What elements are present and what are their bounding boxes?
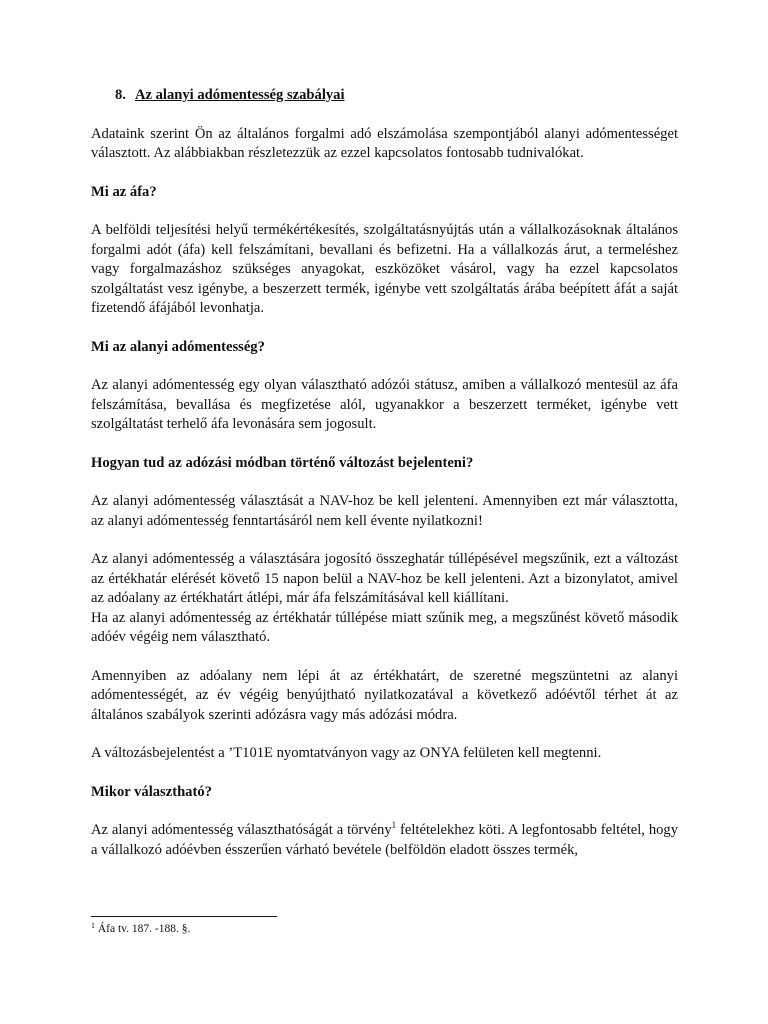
section-text-mikor [91, 821, 678, 860]
footnote-text: Áfa tv. 187. -188. §. [95, 923, 191, 935]
bejelentes-paragraph-5: A változásbejelentést a ’T101E nyomtatványon vagy az ONYA felületen kell megtenni. [91, 745, 602, 761]
section-heading-alanyi: Mi az alanyi adómentesség? [91, 338, 265, 355]
section-heading-afa: Mi az áfa? [91, 183, 157, 200]
footnote-divider [91, 916, 277, 917]
bejelentes-paragraph-4: Amennyiben az adóalany nem lépi át az értékhatárt, de szeretné megszüntetni az alanyi adómentességét, az év végéig benyújtható nyilatkozatával a következő adóévtől térhet át az általános szabályok szerinti adózásra vagy más adózási módra. [91, 667, 678, 723]
document-body [91, 86, 678, 879]
section-heading-bejelentes: Hogyan tud az adózási módban történő változást bejelenteni? [91, 454, 474, 471]
chapter-heading [115, 86, 678, 106]
footnote [91, 922, 190, 936]
section-text-alanyi: Az alanyi adómentesség egy olyan választható adózói státusz, amiben a vállalkozó mentesül az áfa felszámítása, bevallása és megfizetése alól, ugyanakkor a beszerzett terméket, igénybe vett szolgáltatást terhelő áfa levonására sem jogosult. [91, 377, 678, 432]
intro-paragraph: Adataink szerint Ön az általános forgalmi adó elszámolása szempontjából alanyi adómentességet választott. Az alábbiakban részletezzük az ezzel kapcsolatos fontosabb tudnivalókat. [91, 125, 678, 161]
mikor-text-start: Az alanyi adómentesség választhatóságát a törvény [91, 822, 392, 838]
mikor-text-end: feltételekhez köti. A legfontosabb feltétel, hogy a vállalkozó adóévben ésszerűen várható bevétele (belföldön eladott összes termék, [91, 822, 679, 858]
section-text-afa: A belföldi teljesítési helyű termékértékesítés, szolgáltatásnyújtás után a vállalkozásoknak általános forgalmi adót (áfa) kell felszámítani, bevallani és befizetni. Ha a vállalkozás árut, a termeléshez vagy forgalmazáshoz szükséges anyagokat, eszközöket vásárol, vagy ha ezzel kapcsolatos szolgáltatást vesz igénybe, a beszerzett termék, igénybe vett szolgáltatás árába beépített áfát a saját fizetendő áfájából levonhatja. [91, 222, 678, 316]
footnote-mark: 1 [91, 921, 95, 930]
chapter-number: 8. [115, 87, 126, 103]
bejelentes-paragraph-1: Az alanyi adómentesség választását a NAV-hoz be kell jelenteni. Amennyiben ezt már választotta, az alanyi adómentesség fenntartásáról nem kell évente nyilatkozni! [91, 493, 678, 529]
bejelentes-paragraph-3: Ha az alanyi adómentesség az értékhatár túllépése miatt szűnik meg, a megszűnést követő második adóév végéig nem választható. [91, 609, 678, 645]
footnote-reference[interactable]: 1 [391, 820, 397, 830]
section-heading-mikor: Mikor választható? [91, 783, 212, 800]
chapter-title: Az alanyi adómentesség szabályai [134, 87, 345, 103]
bejelentes-paragraph-2: Az alanyi adómentesség a választására jogosító összeghatár túllépésével megszűnik, ezt a változást az értékhatár elérését követő 15 napon belül a NAV-hoz be kell jelenteni. Azt a bizonylatot, amivel az adóalany az értékhatárt átlépi, már áfa felszámításával kell kiállítani. [91, 551, 678, 606]
